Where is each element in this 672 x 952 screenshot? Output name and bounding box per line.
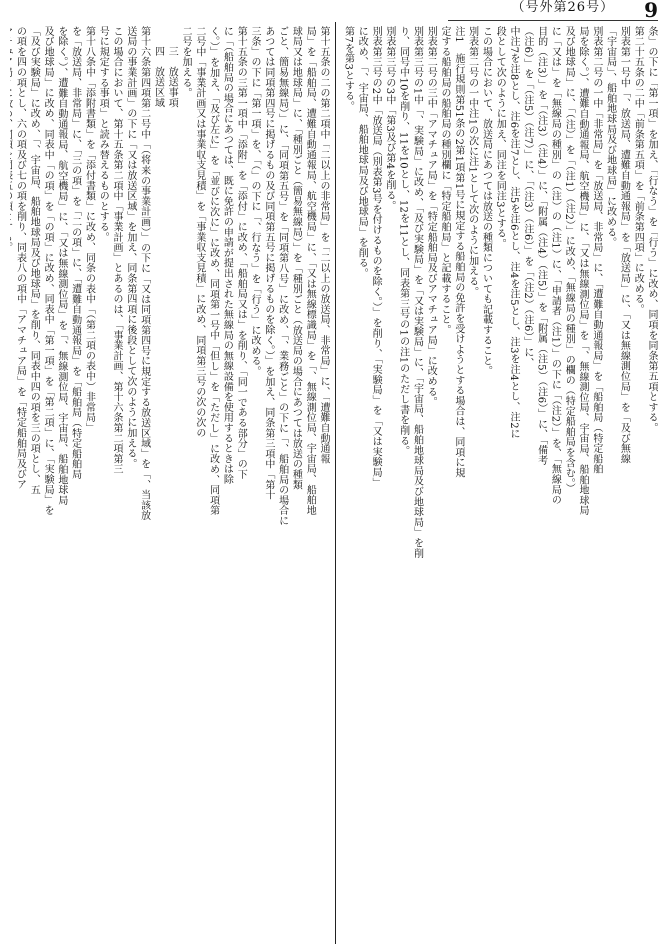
right-column-line: 第十五条の三第一項中「添附」を「添付」に改め、「船舶局又は」を削り、「同一である部分」の下	[235, 26, 247, 480]
left-column-line: に「又は」を「無線局の種別」の（注）の（注1）に、「申請者（注1）」の下に「（注2）」を、「無線局の	[549, 26, 561, 506]
right-column-line: を「放送局、非常局」に、「三の項」を「二の項」に、「遭難自動通報局」を「船舶局（特定船舶局	[69, 26, 81, 480]
right-column-line: を除く。）、遭難自動通報局、航空機局」に、「又は無線測位局」を「、無線測位局、宇宙局、船舶地球局	[55, 26, 67, 506]
left-column-line: 別表第一号中「、放送局、遭難自動通報局」を「放送局」に、「又は無線測位局」を「及び無線	[618, 26, 630, 464]
left-column-line: 別表第二号の一中注1の次に注1として次のように加える。	[466, 26, 478, 297]
issue-label: （号外第26号）	[511, 0, 615, 15]
left-column-line: 中注7を注8とし、注6を注7とし、注5を注6とし、注4を注5とし、注3を注4とし、注2に	[508, 26, 520, 440]
right-column-line: の項を四の項とし、六の項及び七の項を削り、同表八の項中「アマチュア局」を「特定船舶局及びア	[14, 26, 26, 490]
page-header	[448, 0, 658, 21]
left-column-line: この場合において、放送局にあつては放送の種類についても記載すること。	[480, 26, 492, 377]
left-column	[342, 26, 658, 940]
left-column-line: 別表第三号の2中「放送局（別表第3号を付けるものを除く。）」を削り、「実験局」を「又は実験局」	[370, 26, 382, 488]
left-column-line: 第二十五条の二中「前条第五項」を「前条第四項」に改める。	[632, 26, 644, 315]
right-column-line: 四 放送区域	[152, 46, 164, 108]
right-column-line: この場合において、第十五条第二項中「事業計画」とあるのは、「事業計画、第十六条第二項第三	[111, 26, 123, 475]
left-column-line: 別表第二号の一中「非常局」を「放送局、非常局」に、「遭難自動通報局」を「船舶局（特定船舶	[590, 26, 602, 475]
right-column-line: 球局又は地球局」に、「種別ごと（簡易無線局）」を「種別ごと（放送局の場合にあつては放送の種類	[290, 26, 302, 490]
right-column-line: 二号を加える。	[180, 26, 192, 99]
left-column-line: 局を除く。）、遭難自動通報局、航空機局」に、「又は無線測位局」を「、無線測位局、宇宙局、船舶地球局	[577, 26, 589, 516]
right-column-line: 三 放送事項	[166, 46, 178, 108]
column-divider	[335, 22, 336, 944]
right-column-line: 第十五条の二の第二項中「二以上の非常局」を「二以上の放送局、非常局」に、「遭難自動通報	[318, 26, 329, 464]
right-column-line: 二号中「事業計画又は事業収支見積」を「事業収支見積」に改め、同項第三号の次の次の	[193, 26, 205, 438]
right-column-line: 号に規定する事項」と読み替えるものとする。	[97, 26, 109, 243]
left-column-line: 別表第三号の1中「、実験局」に改め、「及び実験局」を「又は実験局」に、「宇宙局、船舶地球局及び地球局」を削	[411, 26, 423, 559]
left-column-line: 及び地球局」に、「（注）」を「（注1）（注2）」に改め、「無線局の種別」の欄の（特定船舶局を含む。）	[563, 26, 575, 494]
right-column-line: 「及び実験局」に改め、「、宇宙局、船舶地球局及び地球局」を削り、同表中四の項を三の項とし、五	[28, 26, 40, 495]
left-column-line: 段として次のように加え、同注を同注3とする。	[494, 26, 506, 249]
left-column-line: 注1 施行規則第51条の2第1項第1号に規定する船舶局の免許を受けようとする場合は、同項に規	[452, 26, 464, 478]
right-column-line: 第十六条第四項第二号中「（将来の事業計画）」の下に「又は同項第四号に規定する放送区域」を「、当該放	[138, 26, 150, 521]
left-column-line: 条」の下に「第一項」を加え、「行なう」を「行う」に改め、同項を同条第五項とする。	[646, 26, 657, 433]
left-column-line: 定する船舶局の船舶局の種別欄に「特定船舶局」と記載すること。	[439, 26, 451, 335]
right-column-line: ごと、簡易無線局）」に、「同項第五号」を「同項第八号」に改め、「、業務ごと」の下に「、船舶局の場合に	[276, 26, 288, 526]
right-column-line: あつては同項第四号に掲げるもの及び同項第五号に掲げるものを除く。）」を加え、同条第三項中「第十	[262, 26, 274, 501]
left-column-line: （注6）」を「（注5）（注7）」に、「（注3）（注6）」を「（注2）（注6）」に、	[521, 26, 533, 368]
left-column-line: 別表第二号の三中「アマチュア局」を「特定船舶局及びアマチュア局」に改める。	[425, 26, 437, 408]
page-number: 9	[644, 0, 658, 22]
left-column-line: り、同号中10を削り、11を10とし、12を11とし、同表第三号の1の注1のただし書を削る。	[397, 26, 409, 457]
right-column-line: 第十八条中「添附書類」を「添付書類」に改め、同条の表中「（第二項の表中）非常局」	[83, 26, 95, 433]
left-column-line: 目的（注3）」を「（注3）（注4）」に、「附属（注4）（注5）」を「附属（注5）（注6）」に、「備考	[535, 26, 547, 466]
left-column-line: に改め、「、宇宙局、船舶地球局及び地球局」を削る。	[356, 26, 368, 279]
right-column-line: に「（船舶局の場合にあつては、既に免許の申請が提出された無線局の無線設備を使用するときは除	[221, 26, 233, 485]
right-column-line: 及び地球局」に改め、同表中「の項」を「の項」に改め、同表中「第一項」を「第二項」に、「実験局」を	[42, 26, 54, 516]
right-column-line: く。）」を加え、「及び左に」を「並びに次に」に改め、同項第一号中「但し」を「ただし」に改め、同項第	[207, 26, 219, 516]
right-column	[10, 26, 330, 940]
left-column-line: 別表第三号の3中「第3及び第4を削る。	[383, 26, 395, 211]
right-column-line: 三条」の下に「第一項」を、「（」の下に「、行なう」を「行う」に改める。	[249, 26, 261, 377]
left-column-line: 第7を第3とする。	[342, 26, 354, 112]
right-column-line: 送局の事業計画」の下に「又は放送区域」を加え、同条第四項に後段として次のように加える。	[124, 26, 136, 469]
left-column-line: 「宇宙局」、船舶地球局及び地球局」に改める。	[604, 26, 616, 248]
right-column-line: 局」を「船舶局、遭難自動通報局、航空機局」に、「又は無線標識局」を「、無線測位局、宇宙局、船舶地	[304, 26, 316, 516]
